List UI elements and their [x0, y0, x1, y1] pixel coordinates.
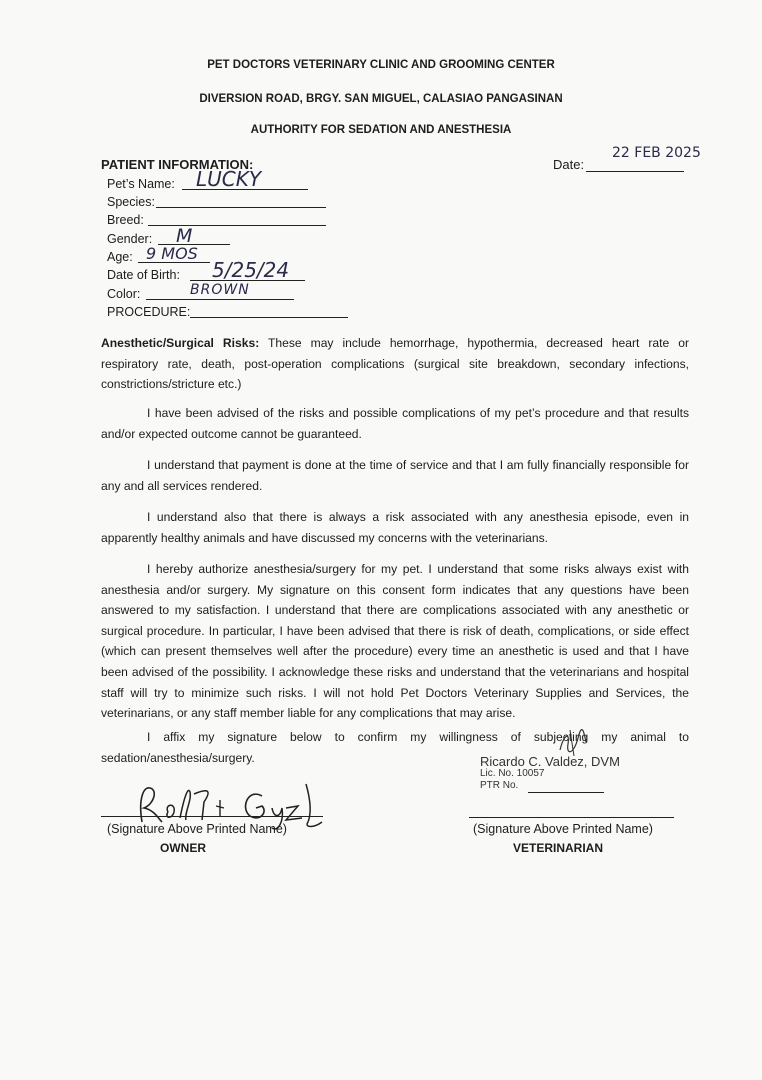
- species-label: Species:: [107, 195, 155, 209]
- date-label: Date:: [553, 157, 585, 172]
- risks-heading: Anesthetic/Surgical Risks:: [101, 336, 260, 350]
- color-label: Color:: [107, 287, 141, 301]
- vet-signature-line: [469, 817, 674, 818]
- vet-stamp-name: Ricardo C. Valdez, DVM: [480, 754, 620, 769]
- vet-role: VETERINARIAN: [513, 841, 604, 855]
- age-value: 9 MOS: [146, 244, 198, 263]
- vet-initial-signature: [556, 728, 590, 758]
- clinic-address: DIVERSION ROAD, BRGY. SAN MIGUEL, CALASIAO PANGASINAN: [199, 93, 563, 105]
- paragraph-authorize: I hereby authorize anesthesia/surgery for my pet. I understand that some risks always exist with anesthesia and/or surgery. My signature on this consent form indicates that any questions have been answered to my satisfaction. I understand that there are complications associated with any anesthetic or surgical procedure. In particular, I have been advised that there is risk of death, complications, or side effect (which can present themselves well after the procedure) every time an anesthetic is used and that I have been advised of the possibility. I acknowledge these risks and understand that the veterinarians and hospital staff will try to minimize such risks. I will not hold Pet Doctors Veterinary Supplies and Services, the veterinarians, or any staff member liable for any complications that may arise.: [101, 562, 689, 721]
- gender-label: Gender:: [107, 232, 153, 246]
- breed-line: [148, 225, 326, 226]
- ptr-line: [528, 792, 604, 793]
- age-label: Age:: [107, 250, 133, 264]
- vet-signature-caption: (Signature Above Printed Name): [473, 822, 653, 836]
- dob-value: 5/25/24: [212, 258, 290, 282]
- owner-signature-caption: (Signature Above Printed Name): [107, 822, 287, 836]
- gender-value: M: [176, 225, 193, 247]
- paragraph-advised: I have been advised of the risks and possible complications of my pet’s procedure and that results and/or expected outcome cannot be guaranteed.: [101, 406, 689, 441]
- paragraph-payment: I understand that payment is done at the time of service and that I am fully financially responsible for any and all services rendered.: [101, 458, 689, 493]
- date-value: 22 FEB 2025: [612, 145, 701, 161]
- procedure-label: PROCEDURE:: [107, 305, 191, 319]
- procedure-line: [190, 317, 348, 318]
- form-title: AUTHORITY FOR SEDATION AND ANESTHESIA: [250, 124, 512, 136]
- paragraph-risk: I understand also that there is always a risk associated with any anesthesia episode, even in apparently healthy animals and have discussed my concerns with the veterinarians.: [101, 510, 689, 545]
- pet-name-label: Pet’s Name:: [107, 177, 175, 191]
- dob-label: Date of Birth:: [107, 268, 180, 282]
- color-line: [146, 299, 294, 300]
- owner-role: OWNER: [160, 841, 206, 855]
- patient-info-heading: PATIENT INFORMATION:: [101, 157, 254, 172]
- risks-paragraph: [101, 333, 689, 395]
- date-line: [586, 171, 684, 172]
- breed-label: Breed:: [107, 213, 144, 227]
- owner-signature-line: [101, 816, 323, 817]
- risks-text: These may include hemorrhage, hypothermia, decreased heart rate or respiratory rate, death, post-operation complications (surgical site breakdown, secondary infections, constrictions/stricture etc.): [101, 336, 689, 392]
- pet-name-value: LUCKY: [196, 167, 262, 191]
- clinic-name: PET DOCTORS VETERINARY CLINIC AND GROOMING CENTER: [207, 59, 555, 71]
- species-line: [156, 207, 326, 208]
- vet-stamp-ptr: PTR No.: [480, 780, 519, 791]
- vet-stamp-license: Lic. No. 10057: [480, 768, 545, 779]
- color-value: BROWN: [190, 282, 250, 298]
- paragraph-affix: I affix my signature below to confirm my willingness of subjecting my animal to sedation/anesthesia/surgery.: [101, 730, 689, 765]
